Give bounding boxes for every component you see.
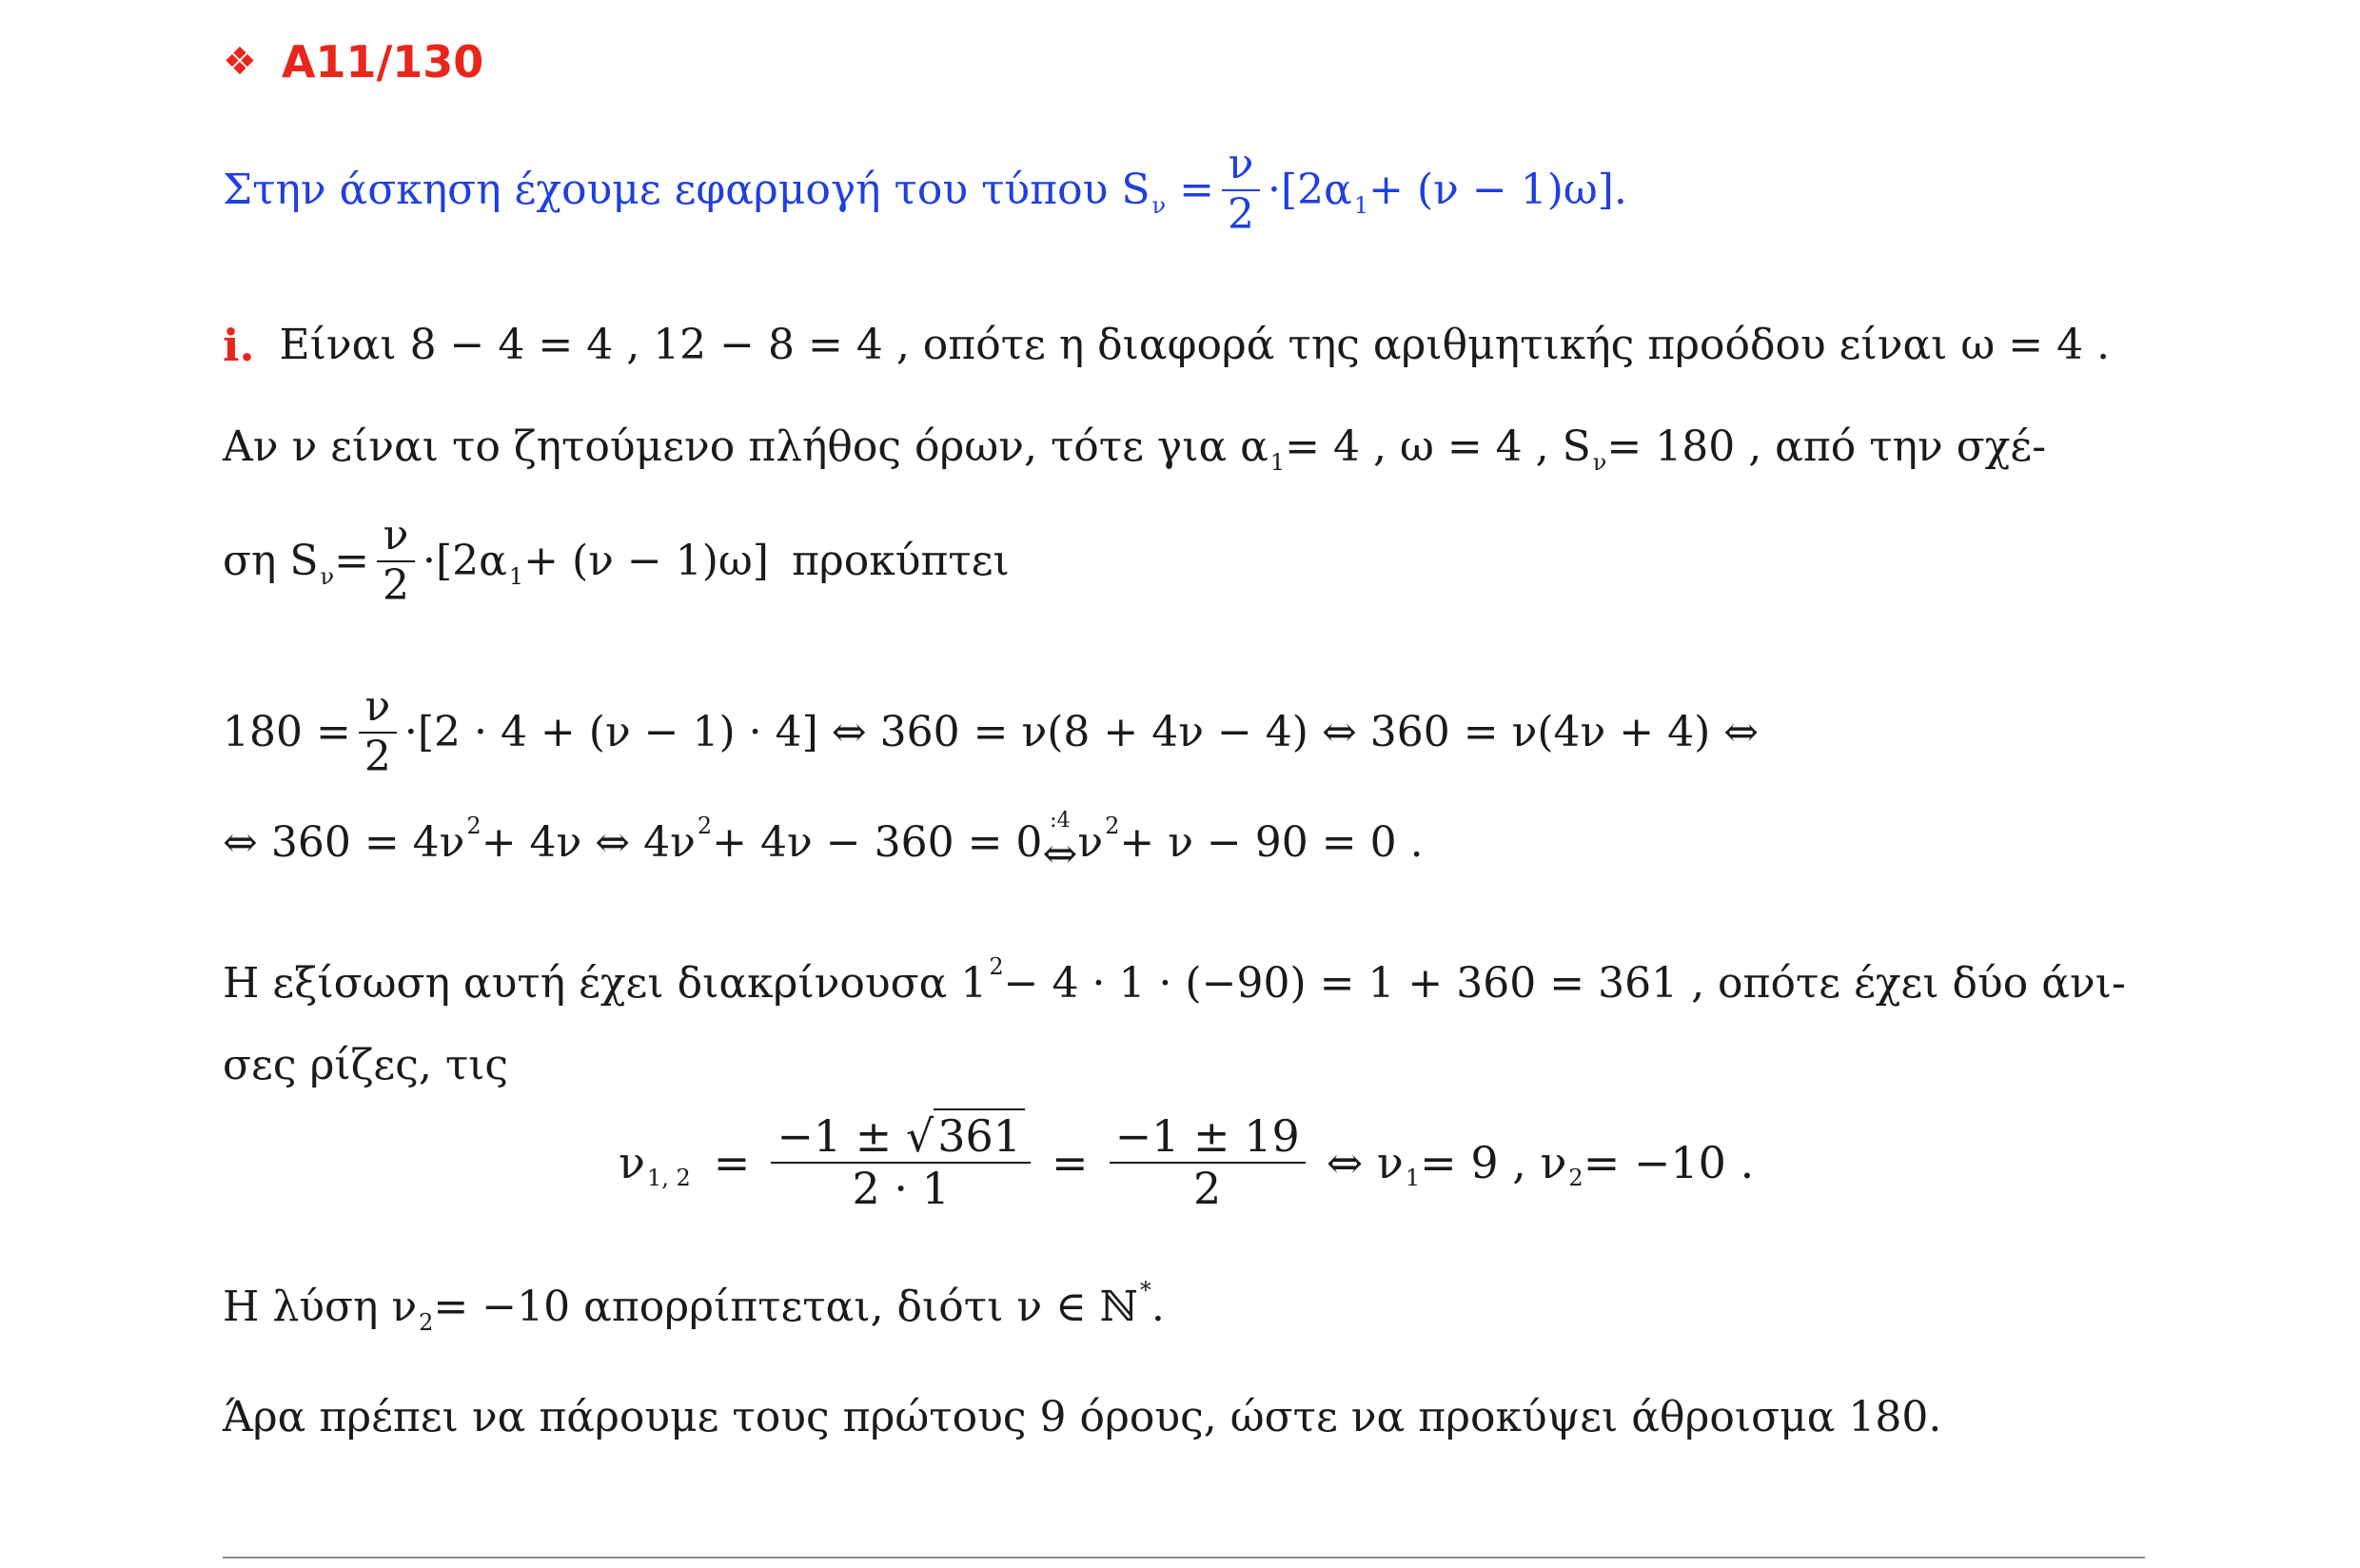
exercise-heading: [223, 36, 483, 88]
bottom-divider: [223, 1557, 2145, 1558]
line2-sub1: 1: [1269, 449, 1286, 476]
diamond-bullet-icon: ❖: [223, 40, 257, 84]
intro-line: [223, 141, 1627, 239]
part-i-line1: [223, 320, 2111, 371]
intro-eq: =: [1179, 165, 1214, 214]
line2-a: Αν ν είναι το ζητούμενο πλήθος όρων, τότε για α: [223, 422, 1268, 471]
part-i-label: i.: [223, 320, 255, 371]
intro-frac-num: ν: [1228, 140, 1254, 188]
equation-1: [223, 683, 1759, 781]
line3-a: ση S: [223, 536, 319, 585]
roots-eq: =: [713, 1136, 751, 1188]
roots-rest-a: ⇔ ν: [1326, 1136, 1404, 1188]
roots-sqrt: 361: [934, 1108, 1025, 1162]
roots-num1: −1 ± √361: [771, 1111, 1031, 1162]
eq2-sup2: 2: [697, 813, 713, 839]
reject-c: .: [1150, 1283, 1165, 1331]
intro-a-sub: 1: [1353, 191, 1369, 219]
line2-sub2: ν: [1592, 449, 1607, 476]
eq2-over-label: :4: [1050, 809, 1071, 833]
eq1-b: ·[2 · 4 + (ν − 1) · 4] ⇔ 360 = ν(8 + 4ν − 4) ⇔ 360 = ν(4ν + 4) ⇔: [403, 707, 1760, 756]
roots-num2: −1 ± 19: [1114, 1110, 1300, 1162]
roots-num1-a: −1 ±: [777, 1110, 906, 1162]
roots-equation: [619, 1111, 1754, 1214]
reject-sup: *: [1139, 1277, 1151, 1303]
eq2-c: + 4ν − 360 = 0: [712, 818, 1043, 867]
roots-den1: 2 · 1: [852, 1162, 950, 1214]
roots-rest-sub1: 1: [1405, 1164, 1421, 1191]
intro-frac-den: 2: [1227, 189, 1254, 239]
roots-rest-c: = −10 .: [1583, 1136, 1755, 1188]
conclusion-text: Άρα πρέπει να πάρουμε τους πρώτους 9 όρους, ώστε να προκύψει άθροισμα 180.: [223, 1393, 1942, 1441]
exercise-title: Α11/130: [281, 36, 484, 88]
roots-den2: 2: [1193, 1162, 1222, 1214]
roots-lhs: ν: [619, 1136, 645, 1188]
line3-fraction: [377, 512, 415, 610]
eq2-divide-arrow: [1042, 809, 1078, 878]
equation-2: [223, 809, 1424, 878]
eq2-e: + ν − 90 = 0 .: [1119, 818, 1424, 867]
intro-formula-lhs: S: [1121, 165, 1150, 214]
eq2-a: ⇔ 360 = 4ν: [223, 818, 465, 867]
eq2-b: + 4ν ⇔ 4ν: [481, 818, 696, 867]
eq1-num: ν: [364, 682, 391, 731]
eq2-arrow: ⇔: [1042, 830, 1078, 878]
part-i-line2: [223, 422, 2047, 476]
part-i-line3: [223, 512, 1010, 610]
eq2-d: ν: [1077, 818, 1104, 867]
reject-sub: 2: [419, 1309, 434, 1336]
roots-rest-sub2: 2: [1568, 1164, 1583, 1191]
line3-sub2: 1: [508, 562, 524, 590]
roots-eq2: =: [1052, 1136, 1089, 1188]
roots-fraction-2: [1110, 1111, 1306, 1214]
roots-sub: 1, 2: [646, 1164, 691, 1191]
part-i-line1-text: Είναι 8 − 4 = 4 , 12 − 8 = 4 , οπότε η διαφορά της αριθμητικής προόδου είναι ω = 4 .: [279, 321, 2111, 369]
line3-b: ·[2α: [423, 536, 507, 585]
intro-formula-sub: ν: [1151, 191, 1167, 219]
line3-sub: ν: [320, 562, 335, 590]
discriminant-line2: [223, 1041, 509, 1089]
intro-text: Στην άσκηση έχουμε εφαρμογή του τύπου: [223, 165, 1109, 214]
eq1-den: 2: [364, 732, 391, 781]
roots-rest-b: = 9 , ν: [1420, 1136, 1567, 1188]
line2-c: = 180 , από την σχέ-: [1606, 422, 2047, 471]
discriminant-line: [223, 953, 2126, 1008]
roots-fraction-1: [771, 1111, 1031, 1214]
intro-rest2: + (ν − 1)ω].: [1368, 165, 1627, 214]
disc-b: − 4 · 1 · (−90) = 1 + 360 = 361 , οπότε έχει δύο άνι-: [1003, 959, 2126, 1008]
conclusion-line: [223, 1393, 1942, 1441]
line3-c: + (ν − 1)ω]: [523, 536, 769, 585]
eq1-fraction: [359, 683, 397, 781]
line2-b: = 4 , ω = 4 , S: [1285, 422, 1591, 471]
eq1-a: 180 =: [223, 707, 351, 756]
disc-a: Η εξίσωση αυτή έχει διακρίνουσα 1: [223, 959, 988, 1008]
intro-fraction: [1222, 141, 1260, 239]
reject-a: Η λύση ν: [223, 1283, 418, 1331]
line3-den: 2: [383, 560, 409, 610]
intro-rest: ·[2α: [1267, 165, 1352, 214]
reject-b: = −10 απορρίπτεται, διότι ν ∈ ℕ: [433, 1283, 1138, 1331]
eq2-sup3: 2: [1105, 813, 1120, 839]
line3-eq: =: [334, 536, 369, 585]
disc-c: σες ρίζες, τις: [223, 1041, 509, 1089]
reject-line: [223, 1277, 1165, 1336]
eq2-sup1: 2: [466, 813, 482, 839]
line3-d: προκύπτει: [791, 536, 1010, 585]
line3-num: ν: [383, 511, 409, 559]
disc-sup: 2: [989, 953, 1004, 980]
